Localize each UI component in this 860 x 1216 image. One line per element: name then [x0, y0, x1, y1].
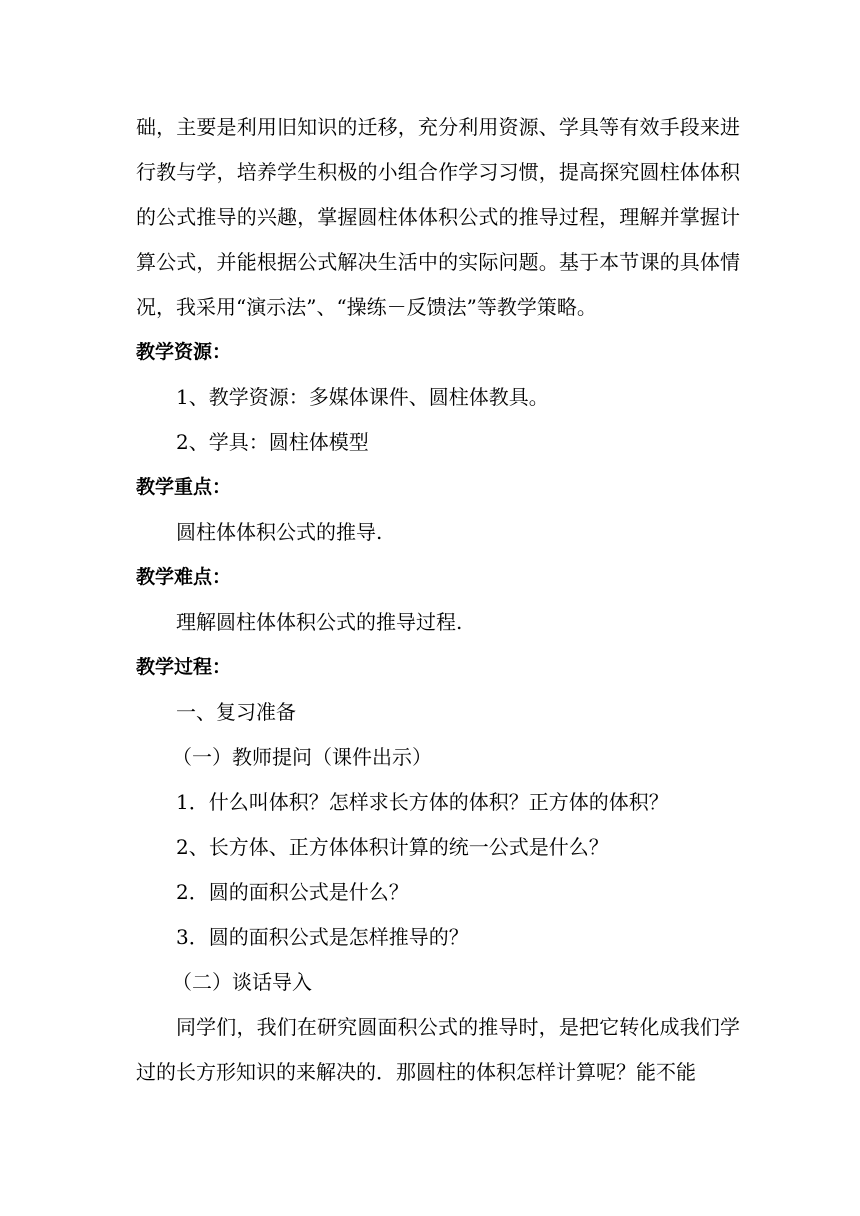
resource-item-2: 2、学具：圆柱体模型 [176, 430, 369, 454]
paragraph-teaching-strategy: 础，主要是利用旧知识的迁移，充分利用资源、学具等有效手段来进行教与学，培养学生积极的小组合作学习习惯，提高探究圆柱体体积的公式推导的兴趣，掌握圆柱体体积公式的推导过程，理解并掌握计算公式，并能根据公式解决生活中的实际问题。基于本节课的具体情况，我采用“演示法”、“操练－反馈法”等教学策略。 [136, 115, 740, 319]
question-2: 2、长方体、正方体体积计算的统一公式是什么？ [176, 835, 609, 859]
heading-resources: 教学资源： [136, 341, 232, 363]
key-point-text: 圆柱体体积公式的推导. [176, 520, 383, 544]
question-4: 3．圆的面积公式是怎样推导的？ [176, 925, 469, 949]
paragraph-intro: 同学们，我们在研究圆面积公式的推导时，是把它转化成我们学过的长方形知识的来解决的．那圆柱的体积怎样计算呢？能不能 [136, 1015, 740, 1084]
question-3: 2．圆的面积公式是什么？ [176, 880, 409, 904]
resource-item-1: 1、教学资源：多媒体课件、圆柱体教具。 [176, 385, 549, 409]
document-body [136, 105, 740, 1095]
subsection-teacher-questions: （一）教师提问（课件出示） [172, 745, 432, 769]
section-review: 一、复习准备 [176, 700, 296, 724]
heading-key-point: 教学重点： [136, 476, 232, 498]
heading-difficulty: 教学难点： [136, 566, 232, 588]
heading-process: 教学过程： [136, 656, 232, 678]
difficulty-text: 理解圆柱体体积公式的推导过程. [176, 610, 463, 634]
question-1: 1．什么叫体积？怎样求长方体的体积？正方体的体积？ [176, 790, 669, 814]
subsection-talk-intro: （二）谈话导入 [172, 970, 312, 994]
